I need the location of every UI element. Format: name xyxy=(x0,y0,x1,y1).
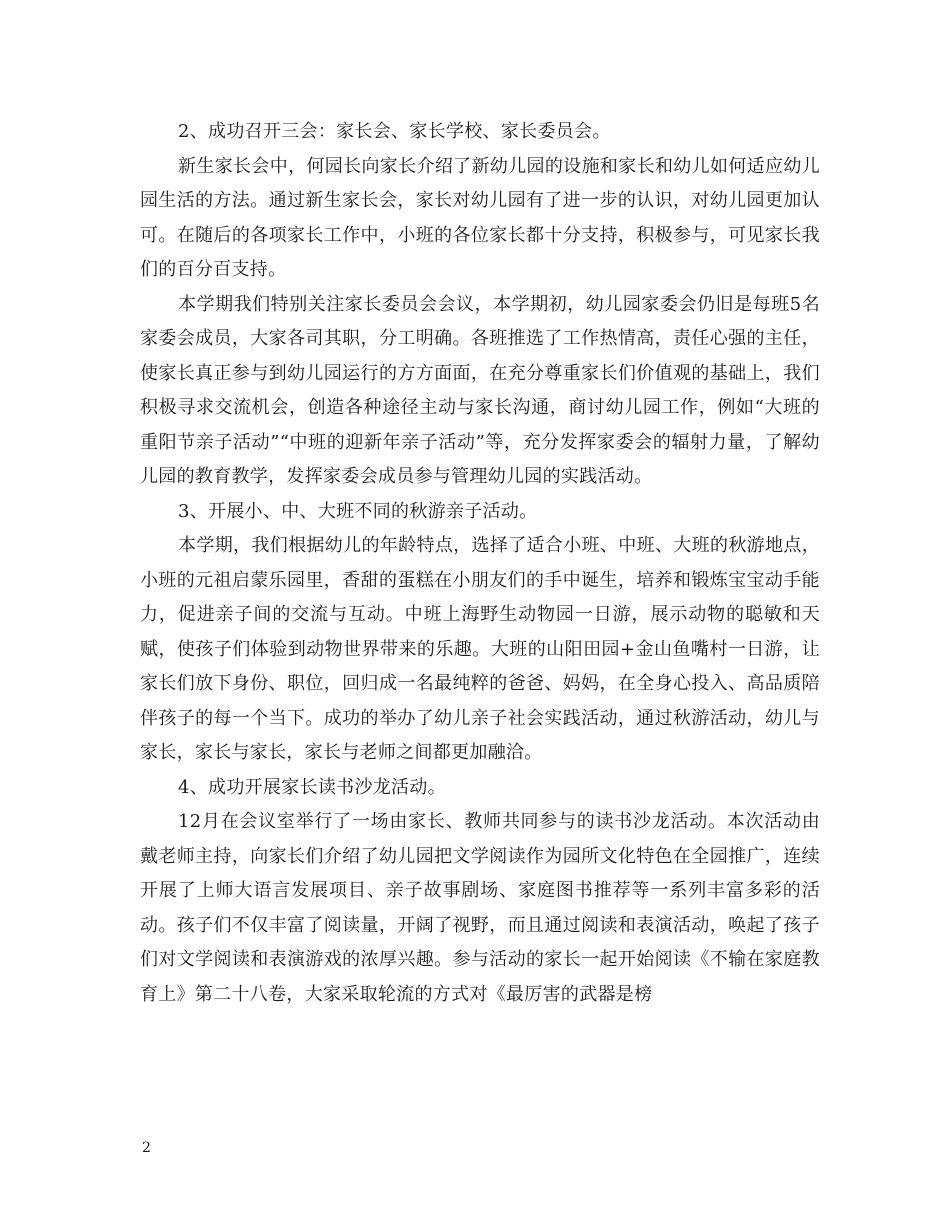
section-heading-reading-salon: 4、成功开展家长读书沙龙活动。 xyxy=(178,776,446,798)
page-number: 2 xyxy=(142,1140,151,1156)
paragraph-new-parent-meeting: 新生家长会中，何园长向家长介绍了新幼儿园的设施和家长和幼儿如何适应幼儿园生活的方法。通过新生家长会，家长对幼儿园有了进一步的认识，对幼儿园更加认可。在随后的各项家长工作中，小班的各位家长都十分支持，积极参与，可见家长我们的百分百支持。 xyxy=(140,155,820,280)
paragraph-parent-committee: 本学期我们特别关注家长委员会会议，本学期初，幼儿园家委会仍旧是每班5名家委会成员，大家各司其职，分工明确。各班推选了工作热情高，责任心强的主任，使家长真正参与到幼儿园运行的方方面面，在充分尊重家长们价值观的基础上，我们积极寻求交流机会，创造各种途径主动与家长沟通，商讨幼儿园工作，例如“大班的重阳节亲子活动”“中班的迎新年亲子活动”等，充分发挥家委会的辐射力量，了解幼儿园的教育教学，发挥家委会成员参与管理幼儿园的实践活动。 xyxy=(140,293,820,487)
section-heading-three-meetings: 2、成功召开三会：家长会、家长学校、家长委员会。 xyxy=(178,121,611,142)
paragraph-reading-salon: 12月在会议室举行了一场由家长、教师共同参与的读书沙龙活动。本次活动由戴老师主持，向家长们介绍了幼儿园把文学阅读作为园所文化特色在全园推广，连续开展了上师大语言发展项目、亲子故事剧场、家庭图书推荐等一系列丰富多彩的活动。孩子们不仅丰富了阅读量，开阔了视野，而且通过阅读和表演活动，唤起了孩子们对文学阅读和表演游戏的浓厚兴趣。参与活动的家长一起开始阅读《不输在家庭教育上》第二十八卷，大家采取轮流的方式对《最厉害的武器是榜 xyxy=(140,811,820,1005)
paragraph-autumn-outing: 本学期，我们根据幼儿的年龄特点，选择了适合小班、中班、大班的秋游地点，小班的元祖启蒙乐园里，香甜的蛋糕在小朋友们的手中诞生，培养和锻炼宝宝动手能力，促进亲子间的交流与互动。中班上海野生动物园一日游，展示动物的聪敏和天赋，使孩子们体验到动物世界带来的乐趣。大班的山阳田园+金山鱼嘴村一日游，让家长们放下身份、职位，回归成一名最纯粹的爸爸、妈妈，在全身心投入、高品质陪伴孩子的每一个当下。成功的举办了幼儿亲子社会实践活动，通过秋游活动，幼儿与家长，家长与家长，家长与老师之间都更加融洽。 xyxy=(140,535,820,763)
document-body xyxy=(140,115,820,1012)
section-heading-autumn-outing: 3、开展小、中、大班不同的秋游亲子活动。 xyxy=(178,500,538,522)
